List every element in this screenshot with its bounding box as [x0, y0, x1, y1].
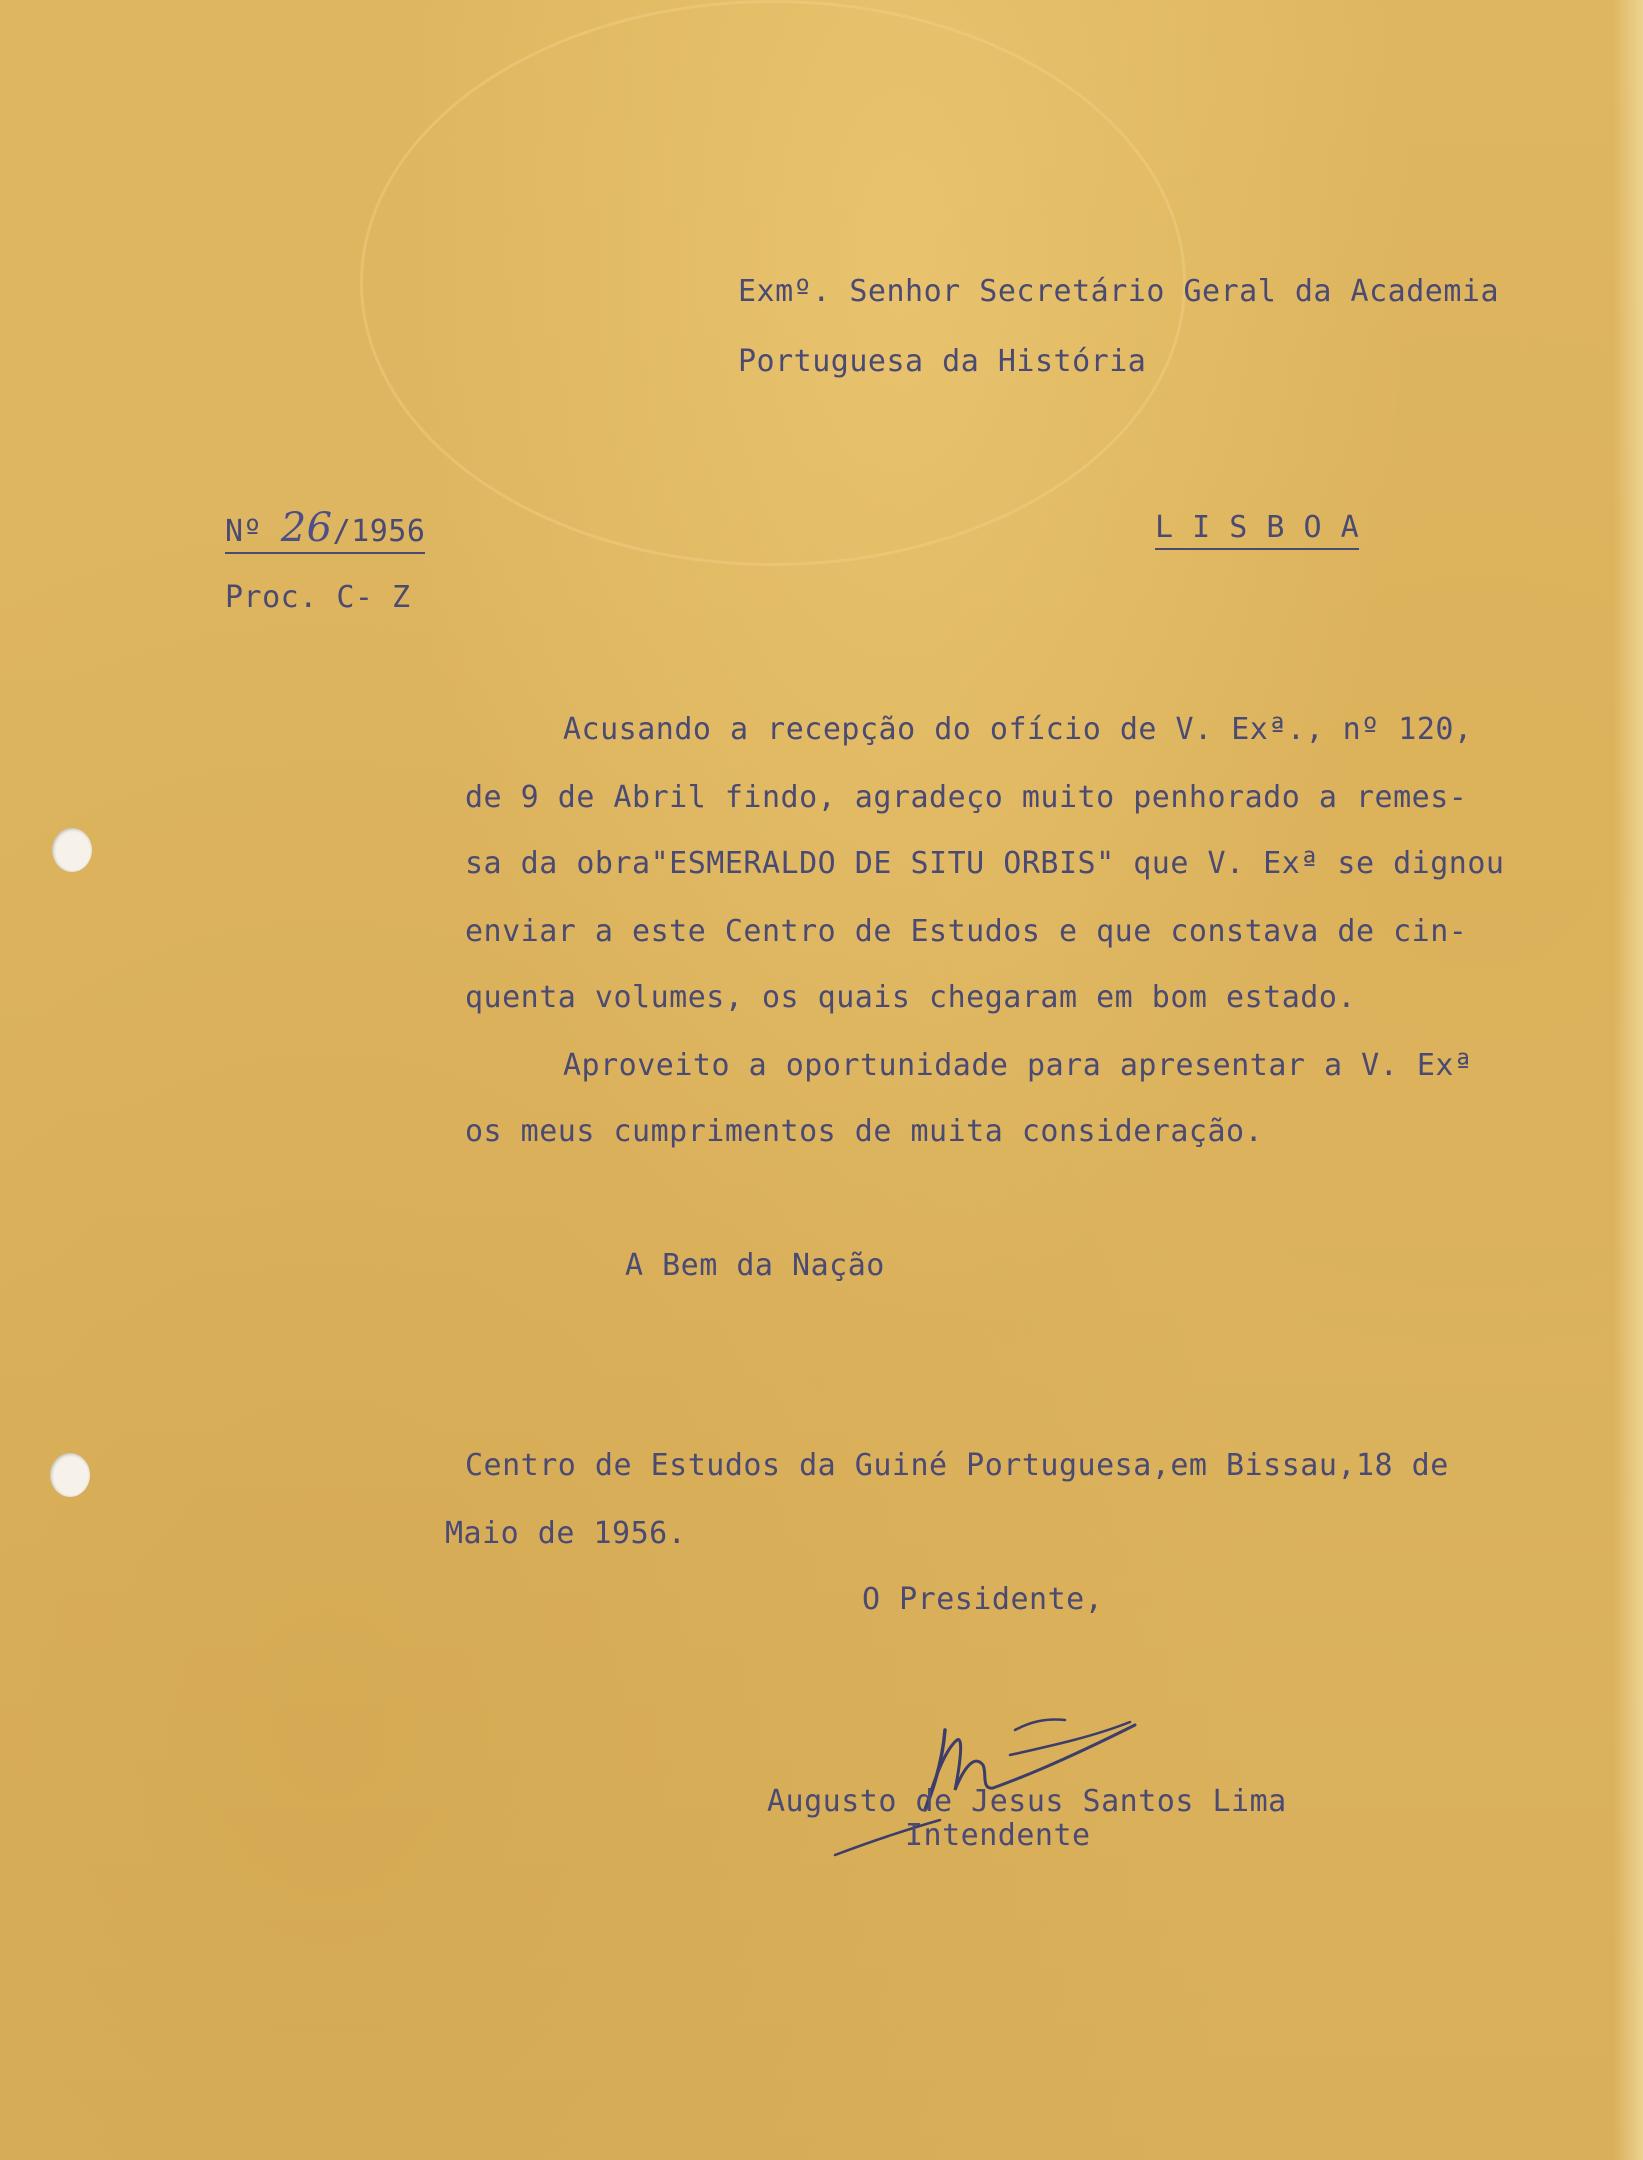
body-line-1: Acusando a recepção do ofício de V. Exª., nº 120, — [563, 712, 1473, 747]
reference-number — [225, 505, 426, 554]
signatory-role: O Presidente, — [862, 1582, 1104, 1617]
signatory-name: Augusto de Jesus Santos Lima — [767, 1784, 1287, 1819]
closing-salutation: A Bem da Nação — [625, 1248, 885, 1283]
reference-number-prefix: Nº — [225, 514, 263, 549]
body-line-6: Aproveito a oportunidade para apresentar a V. Exª — [563, 1048, 1473, 1083]
body-line-2: de 9 de Abril findo, agradeço muito penhorado a remes- — [465, 780, 1468, 815]
body-line-4: enviar a este Centro de Estudos e que constava de cin- — [465, 914, 1468, 949]
destination-city: L I S B O A — [1155, 510, 1359, 550]
signatory-position: Intendente — [905, 1818, 1091, 1853]
body-line-3: sa da obra"ESMERALDO DE SITU ORBIS" que V. Exª se dignou — [465, 846, 1505, 881]
body-line-5: quenta volumes, os quais chegaram em bom estado. — [465, 980, 1356, 1015]
paper-edge — [1613, 0, 1643, 2160]
addressee-line-1: Exmº. Senhor Secretário Geral da Academia — [738, 274, 1500, 309]
process-reference: Proc. C- Z — [225, 580, 411, 615]
body-line-7: os meus cumprimentos de muita consideração. — [465, 1114, 1264, 1149]
place-date-line-1: Centro de Estudos da Guiné Portuguesa,em Bissau,18 de — [465, 1448, 1449, 1483]
punch-hole-bottom — [50, 1453, 90, 1497]
reference-number-year: /1956 — [332, 514, 426, 549]
punch-hole-top — [52, 828, 92, 872]
place-date-line-2: Maio de 1956. — [445, 1516, 687, 1551]
reference-number-handwritten: 26 — [280, 505, 333, 551]
addressee-line-2: Portuguesa da História — [738, 344, 1147, 379]
